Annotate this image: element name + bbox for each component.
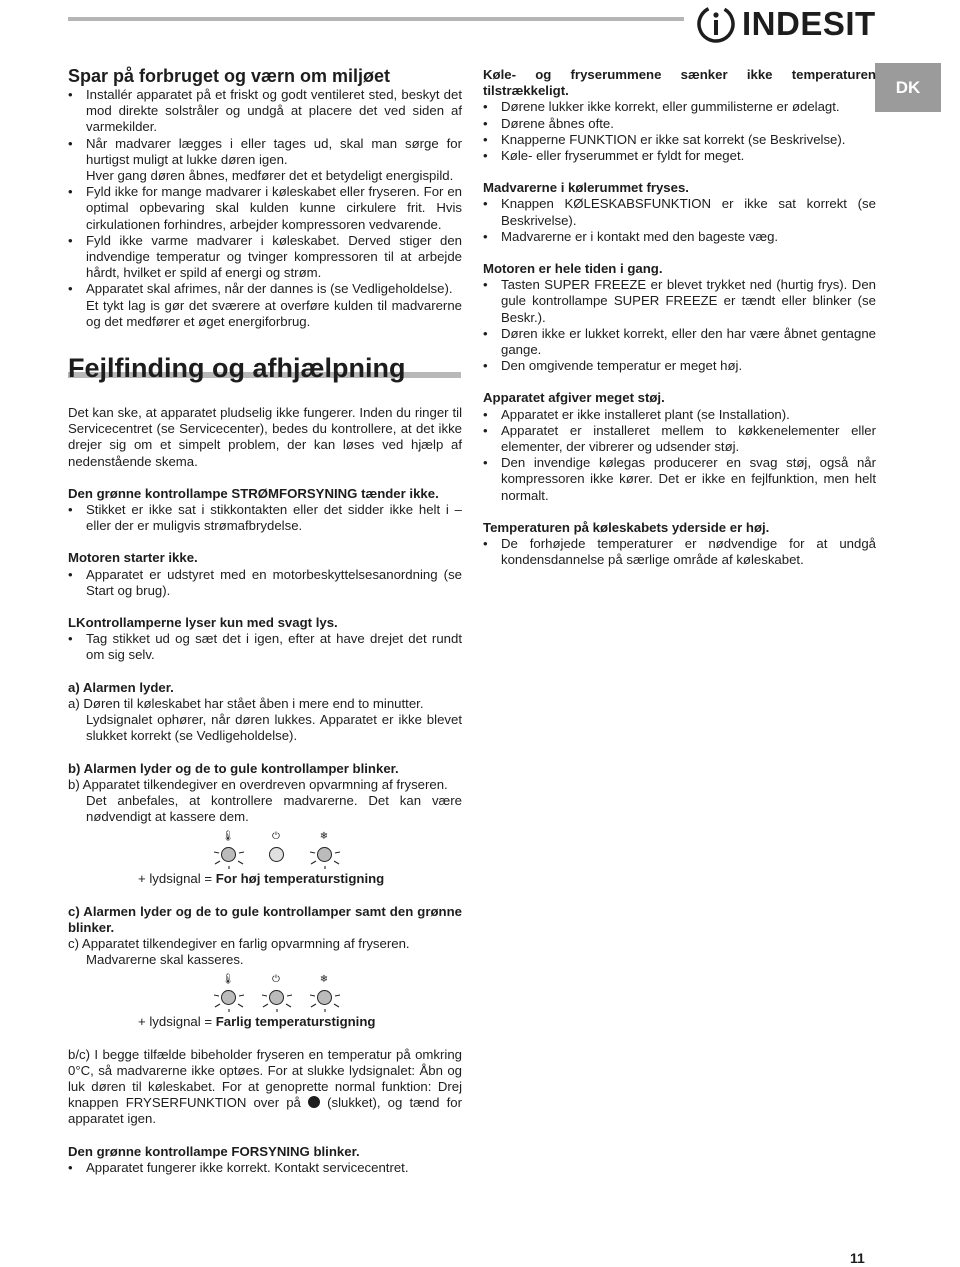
- list-item: • Apparatet er installeret mellem to køkkenelementer eller elementer, der vibrerer og udsender støj.: [483, 423, 876, 455]
- cool-title: Køle- og fryserummene sænker ikke temperaturen tilstrækkeligt.: [483, 67, 876, 99]
- list-item: [68, 136, 462, 185]
- indesit-logo-icon: [696, 4, 736, 44]
- list-item: • Apparatet er ikke installeret plant (se Installation).: [483, 407, 876, 423]
- caption-prefix: + lydsignal =: [138, 871, 216, 887]
- fault-intro: Det kan ske, at apparatet pludselig ikke fungerer. Inden du ringer til Servicecentret (se Servicecenter), bedes du kontrollere, at det ikke drejer sig om et simpelt problem, der kan løses ved hjælp af nedenstående skema.: [68, 405, 462, 469]
- list-item-text: Et tykt lag is gør det sværere at overføre kulden til madvarerne og det medfører et øget energiforbrug.: [86, 297, 462, 329]
- thermometer-icon: 🌡: [221, 974, 235, 986]
- motor-run-title: Motoren er hele tiden i gang.: [483, 261, 663, 277]
- lamp-indicator: [317, 990, 332, 1005]
- list-item: • Døren ikke er lukket korrekt, eller den har være åbnet gentagne gange.: [483, 326, 876, 358]
- lamp: [300, 974, 348, 1012]
- alarm-a-text2: Lydsignalet ophører, når døren lukkes. Apparatet er ikke blevet slukket korrekt (se Vedligeholdelse).: [86, 712, 462, 744]
- right-column: [483, 67, 876, 568]
- temp-title: Temperaturen på køleskabets yderside er høj.: [483, 519, 770, 535]
- alarm-b-title: b) Alarmen lyder og de to gule kontrollamper blinker.: [68, 760, 399, 776]
- list-item: • Apparatet fungerer ikke korrekt. Kontakt servicecentret.: [68, 1160, 462, 1176]
- green-lamp-title: Den grønne kontrollampe STRØMFORSYNING tænder ikke.: [68, 485, 439, 501]
- freeze-list: [483, 196, 876, 245]
- snowflake-icon: ❄: [319, 974, 329, 986]
- left-column: [68, 66, 462, 1176]
- temp-list: [483, 536, 876, 568]
- lamp-indicator: [221, 847, 236, 862]
- list-item: • Fyld ikke for mange madvarer i køleskabet eller fryseren. For en optimal opbevaring skal kulden kunne cirkulere frit. Hvis cirkulationen forhindres, arbejder kompressoren vedvarende.: [68, 184, 462, 233]
- alarm-b-text: b) Apparatet tilkendegiver en overdreven opvarmning af fryseren.: [68, 776, 448, 792]
- lamp-panel-b: [204, 831, 462, 869]
- eco-title: Spar på forbruget og værn om miljøet: [68, 66, 391, 86]
- cool-list: [483, 99, 876, 164]
- bc-text-1: b/c) I begge tilfælde bibeholder fryseren en temperatur på omkring 0°C, så madvarerne ikke optøes. For at slukke lydsignalet: Åbn og luk døren til køleskabet. For at genoprette normal funktion: Drej knappen FRYSERFUNKTION over på: [68, 1046, 462, 1111]
- motor-title: Motoren starter ikke.: [68, 550, 198, 566]
- noise-list: [483, 407, 876, 504]
- alarm-a-text: a) Døren til køleskabet har stået åben i mere end to minutter.: [68, 695, 424, 711]
- fault-title: Fejlfinding og afhjælpning: [68, 353, 406, 384]
- motor-list: [68, 567, 462, 599]
- alarm-c-caption: [138, 1014, 462, 1030]
- list-item: • Køle- eller fryserummet er fyldt for meget.: [483, 148, 876, 164]
- blink-rays-icon: [308, 985, 342, 1013]
- alarm-b-text2: Det anbefales, at kontrollere madvarerne. Det kan være nødvendigt at kassere dem.: [86, 792, 462, 825]
- knob-off-icon: [308, 1096, 320, 1108]
- blink-rays-icon: [260, 985, 294, 1013]
- list-item: • Tasten SUPER FREEZE er blevet trykket ned (hurtig frys). Den gule kontrollampe SUPER FREEZE er tændt eller blinker (se Beskr.).: [483, 277, 876, 326]
- list-item-text: Hver gang døren åbnes, medfører det et betydeligt energispild.: [86, 168, 454, 184]
- header-rule: [68, 17, 684, 21]
- lamps-weak-title: LKontrollamperne lyser kun med svagt lys.: [68, 615, 338, 631]
- list-item: • Apparatet er udstyret med en motorbeskyttelsesanordning (se Start og brug).: [68, 567, 462, 599]
- alarm-c-title: c) Alarmen lyder og de to gule kontrollamper samt den grønne blinker.: [68, 903, 462, 935]
- power-icon: ⏻: [272, 974, 280, 986]
- caption-prefix: + lydsignal =: [138, 1014, 216, 1030]
- green-blink-list: [68, 1160, 462, 1176]
- alarm-c-text: c) Apparatet tilkendegiver en farlig opvarmning af fryseren.: [68, 935, 410, 951]
- alarm-a-title: a) Alarmen lyder.: [68, 679, 174, 695]
- language-tab: DK: [875, 63, 941, 112]
- list-item: • Knappen KØLESKABSFUNKTION er ikke sat korrekt (se Beskrivelse).: [483, 196, 876, 228]
- alarm-c-text2: Madvarerne skal kasseres.: [86, 952, 244, 968]
- lamp-indicator: [269, 847, 284, 862]
- list-item-text: Når madvarer lægges i eller tages ud, skal man sørge for hurtigst muligt at lukke døren igen.: [86, 135, 462, 167]
- list-item: • Installér apparatet på et friskt og godt ventileret sted, beskyt det mod direkte solstråler og undgå at placere det ved siden af varmekilder.: [68, 87, 462, 136]
- lamp-indicator: [317, 847, 332, 862]
- lamp: [300, 831, 348, 869]
- motor-run-list: [483, 277, 876, 374]
- list-item: • Den invendige kølegas producerer en svag støj, også når kompressoren ikke kører. Det er ikke en fejlfunktion, men helt normalt.: [483, 455, 876, 504]
- list-item: • De forhøjede temperaturer er nødvendige for at undgå kondensdannelse på særlige område af køleskabet.: [483, 536, 876, 568]
- list-item: • Stikket er ikke sat i stikkontakten eller det sidder ikke helt i – eller der er muligvis strømafbrydelse.: [68, 502, 462, 534]
- list-item: • Dørene åbnes ofte.: [483, 116, 876, 132]
- caption-bold: Farlig temperaturstigning: [215, 1014, 376, 1030]
- list-item: • Tag stikket ud og sæt det i igen, efter at have drejet det rundt om sig selv.: [68, 631, 462, 663]
- power-icon: ⏻: [272, 831, 280, 843]
- brand-name: INDESIT: [742, 5, 876, 42]
- list-item: • Fyld ikke varme madvarer i køleskabet. Derved stiger den indvendige temperatur og tvinger kompressoren til at arbejde hårdt, hvilket er spild af energi og strøm.: [68, 233, 462, 282]
- bc-text-2: (slukket), og tænd for apparatet igen.: [68, 1095, 462, 1127]
- green-blink-title: Den grønne kontrollampe FORSYNING blinker.: [68, 1143, 360, 1159]
- lamp-panel-c: [204, 974, 462, 1012]
- section-heading: [68, 352, 462, 384]
- noise-title: Apparatet afgiver meget støj.: [483, 390, 665, 406]
- lamp: [204, 831, 252, 869]
- freeze-title: Madvarerne i kølerummet fryses.: [483, 180, 689, 196]
- list-item: [68, 281, 462, 330]
- list-item: • Knapperne FUNKTION er ikke sat korrekt (se Beskrivelse).: [483, 132, 876, 148]
- lamp: [252, 831, 300, 869]
- eco-list: [68, 87, 462, 330]
- bc-text: [68, 1047, 462, 1128]
- blink-rays-icon: [308, 842, 342, 870]
- list-item: • Den omgivende temperatur er meget høj.: [483, 358, 876, 374]
- blink-rays-icon: [212, 985, 246, 1013]
- lamp: [252, 974, 300, 1012]
- caption-bold: For høj temperaturstigning: [215, 871, 385, 887]
- lamp-indicator: [269, 990, 284, 1005]
- green-lamp-list: [68, 502, 462, 534]
- list-item: • Dørene lukker ikke korrekt, eller gummilisterne er ødelagt.: [483, 99, 876, 115]
- page-number: 11: [850, 1250, 865, 1266]
- lamp-indicator: [221, 990, 236, 1005]
- blink-rays-icon: [212, 842, 246, 870]
- list-item-text: Apparatet skal afrimes, når der dannes is (se Vedligeholdelse).: [86, 281, 453, 297]
- list-item: • Madvarerne er i kontakt med den bageste væg.: [483, 229, 876, 245]
- indesit-logo: [696, 2, 876, 46]
- thermometer-icon: 🌡: [221, 831, 235, 843]
- snowflake-icon: ❄: [319, 831, 329, 843]
- lamp: [204, 974, 252, 1012]
- alarm-b-caption: [138, 871, 462, 887]
- lamps-weak-list: [68, 631, 462, 663]
